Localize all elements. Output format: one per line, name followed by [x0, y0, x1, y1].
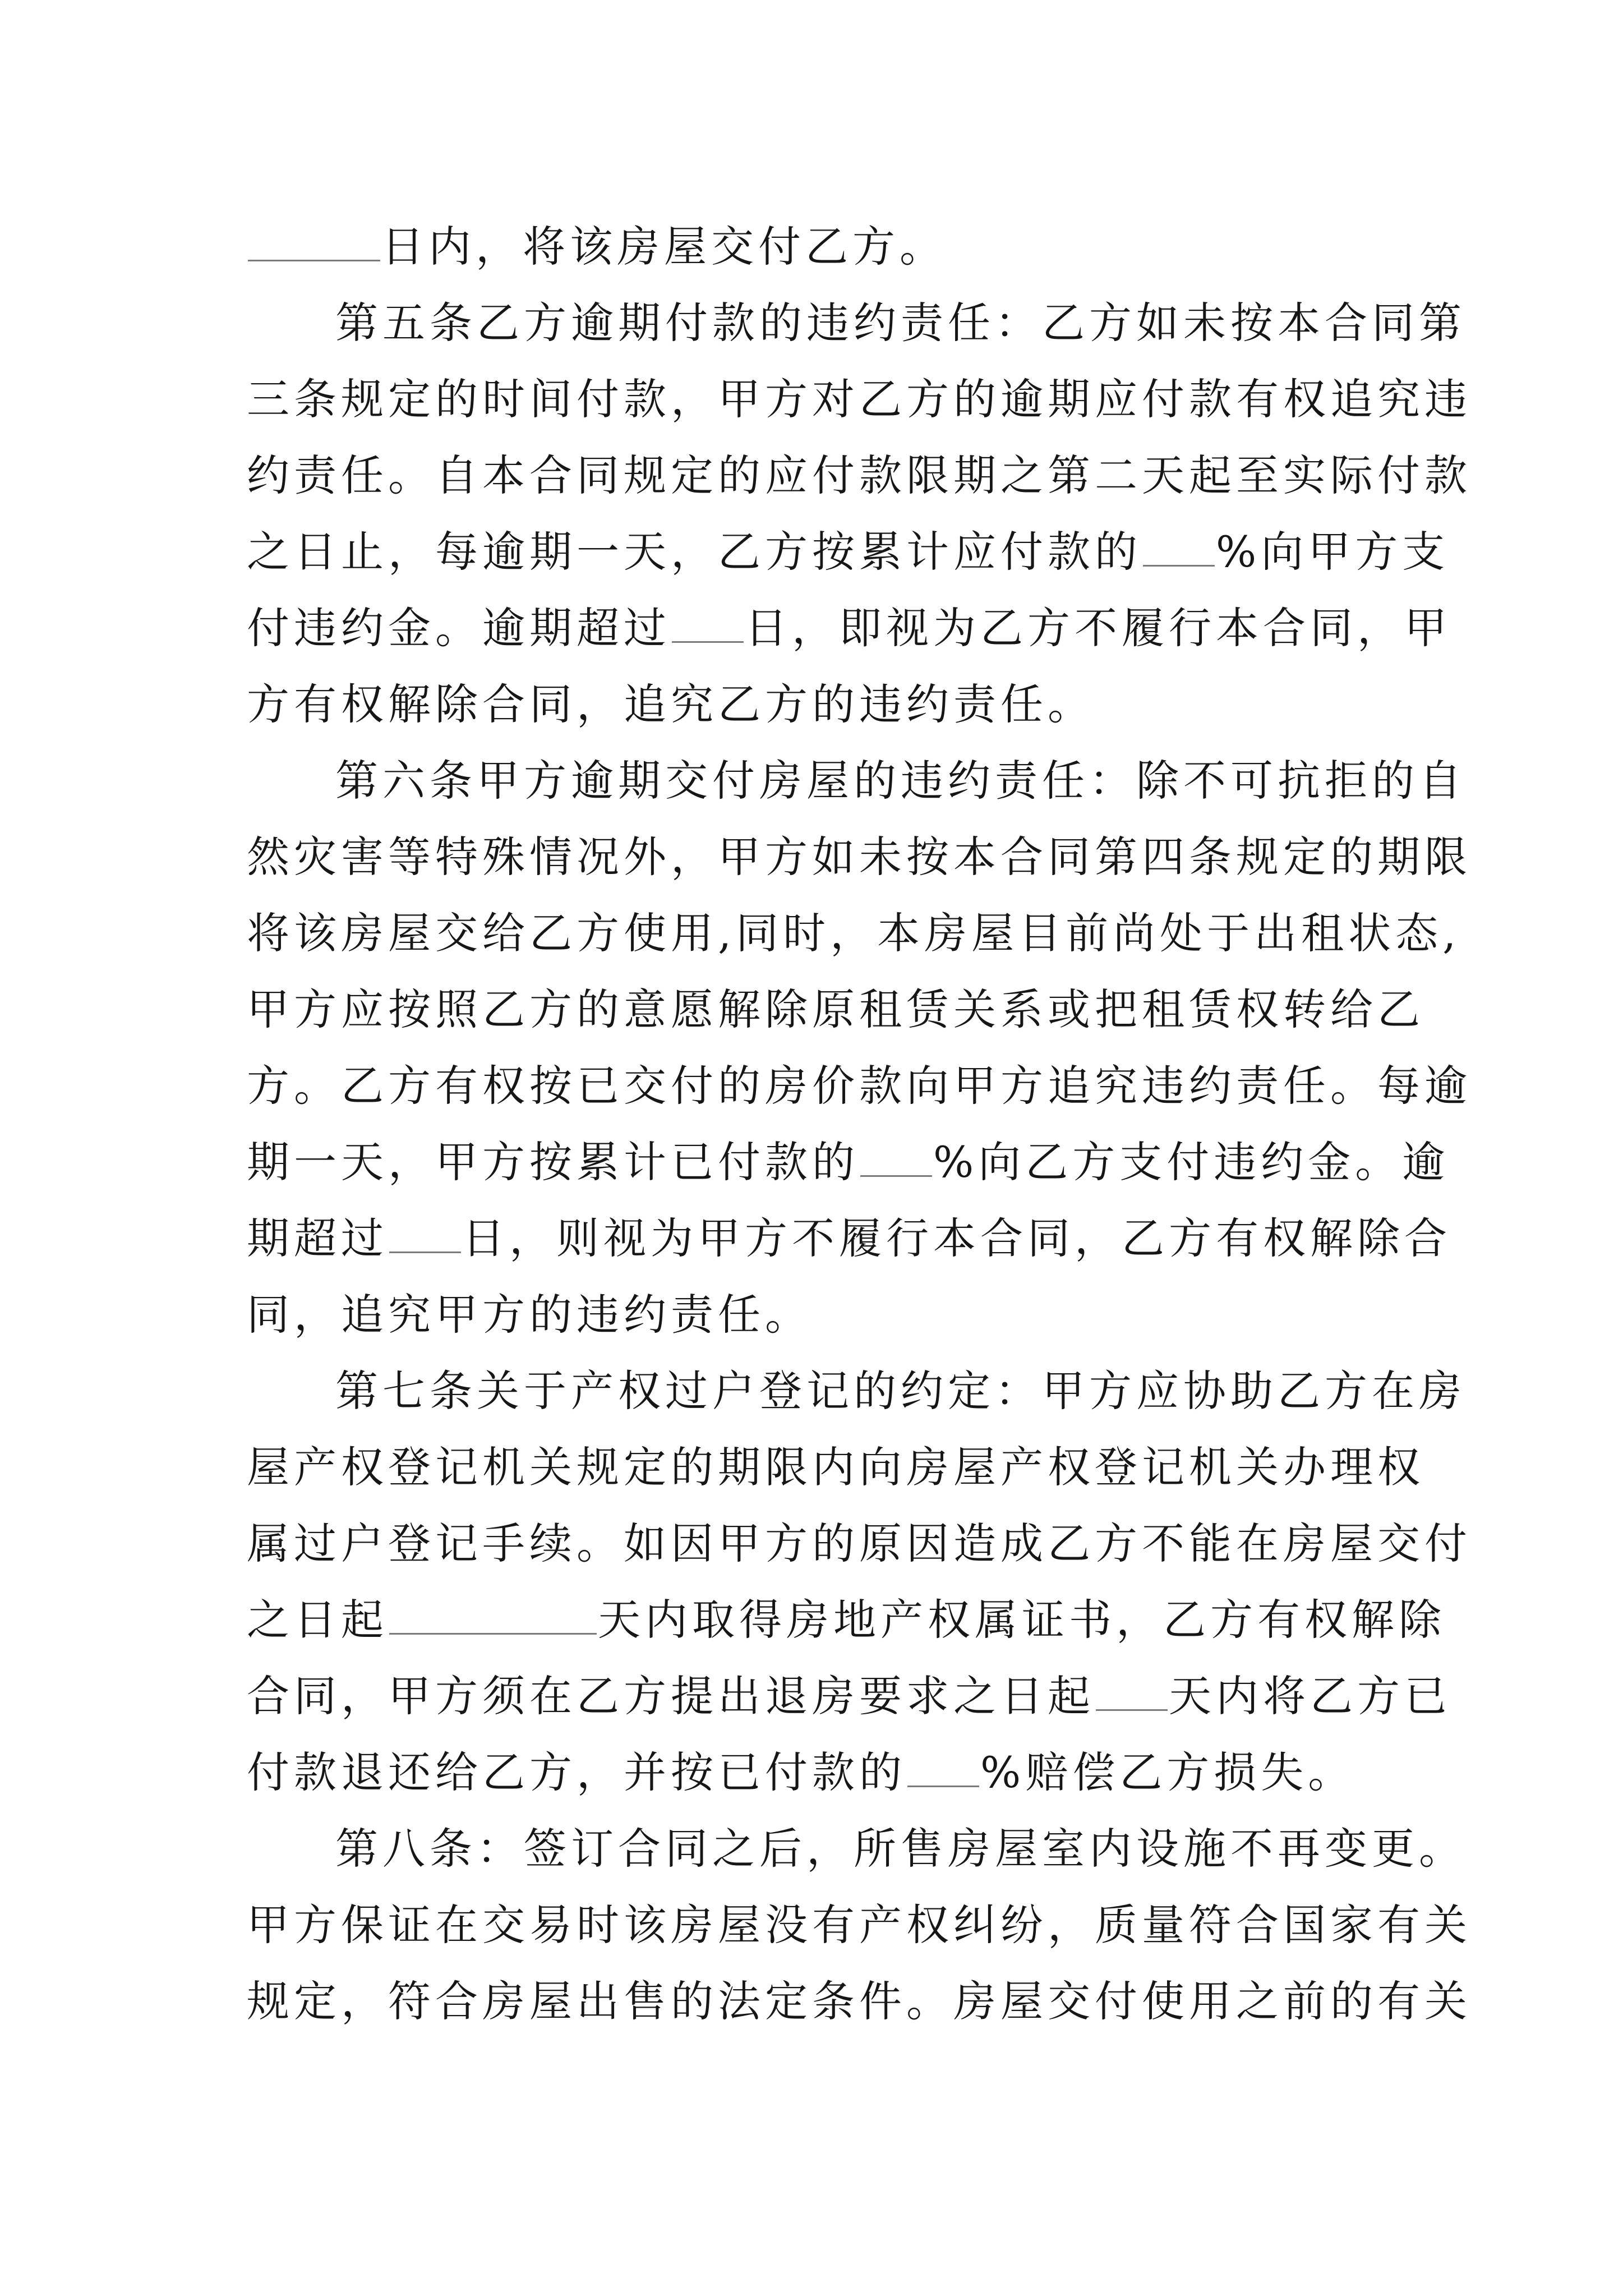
fill-in-blank: [907, 1754, 979, 1787]
line-text-before-blank: 期一天，甲方按累计已付款的: [247, 1137, 859, 1187]
line-text: 然灾害等特殊情况外，甲方如未按本合同第四条规定的期限: [247, 832, 1472, 882]
contract-text-body: [247, 209, 1472, 2040]
line-text-before-blank: 合同，甲方须在乙方提出退房要求之日起: [247, 1671, 1095, 1721]
line-text: 方。乙方有权按已交付的房价款向甲方追究违约责任。每逾: [247, 1061, 1472, 1111]
line-text: 屋产权登记机关规定的期限内向房屋产权登记机关办理权: [247, 1442, 1424, 1492]
text-line: [247, 666, 1396, 743]
fill-in-blank: [672, 610, 744, 643]
line-text: %向乙方支付违约金。逾: [933, 1137, 1450, 1187]
line-text: 天内取得房地产权属证书，乙方有权解除: [598, 1595, 1446, 1645]
text-line: [247, 209, 1396, 285]
fill-in-blank: [1143, 533, 1215, 567]
line-text: %向甲方支: [1216, 527, 1450, 577]
text-line: [247, 972, 1424, 1048]
text-line: [247, 895, 1461, 972]
line-text: %赔偿乙方损失。: [980, 1747, 1355, 1797]
line-text-before-blank: 期超过: [247, 1213, 388, 1263]
line-text: 第六条甲方逾期交付房屋的违约责任：除不可抗拒的自: [335, 756, 1466, 806]
line-text: 第八条：签订合同之后，所售房屋室内设施不再变更。: [335, 1824, 1466, 1874]
text-line: [247, 1963, 1472, 2040]
paragraph-first-line: [247, 285, 1466, 361]
text-line: [247, 1429, 1424, 1506]
line-text: 日内，将该房屋交付乙方。: [381, 222, 947, 272]
line-text: 约责任。自本合同规定的应付款限期之第二天起至实际付款: [247, 450, 1472, 500]
line-text: 三条规定的时间付款，甲方对乙方的逾期应付款有权追究违: [247, 374, 1472, 424]
paragraph-first-line: [247, 1811, 1466, 1887]
line-text: 日，即视为乙方不履行本合同，甲: [745, 603, 1451, 653]
fill-in-blank: [389, 1602, 597, 1635]
line-text: 甲方保证在交易时该房屋没有产权纠纷，质量符合国家有关: [247, 1900, 1472, 1950]
paragraph-first-line: [247, 743, 1466, 819]
text-line: [247, 1734, 1396, 1811]
paragraph-first-line: [247, 1353, 1466, 1429]
line-text-before-blank: 之日止，每逾期一天，乙方按累计应付款的: [247, 527, 1142, 577]
line-text: 方有权解除合同，追究乙方的违约责任。: [247, 679, 1095, 729]
text-line: [247, 1277, 1396, 1353]
line-text: 日，则视为甲方不履行本合同，乙方有权解除合: [462, 1213, 1451, 1263]
line-text: 将该房屋交给乙方使用,同时，本房屋目前尚处于出租状态,: [247, 908, 1461, 958]
text-line: [247, 1048, 1472, 1124]
line-text: 同，追究甲方的违约责任。: [247, 1290, 812, 1340]
text-line: [247, 514, 1450, 590]
line-text: 第五条乙方逾期付款的违约责任：乙方如未按本合同第: [335, 298, 1466, 348]
fill-in-blank: [389, 1220, 461, 1253]
fill-in-blank: [248, 228, 380, 261]
text-line: [247, 1506, 1472, 1582]
line-text-before-blank: 付款退还给乙方，并按已付款的: [247, 1747, 906, 1797]
text-line: [247, 590, 1451, 666]
line-text-before-blank: 之日起: [247, 1595, 388, 1645]
text-line: [247, 438, 1472, 514]
text-line: [247, 1582, 1446, 1658]
text-line: [247, 819, 1472, 895]
line-text: 规定，符合房屋出售的法定条件。房屋交付使用之前的有关: [247, 1976, 1472, 2026]
text-line: [247, 1658, 1451, 1734]
line-text: 甲方应按照乙方的意愿解除原租赁关系或把租赁权转给乙: [247, 984, 1424, 1034]
fill-in-blank: [860, 1144, 932, 1177]
line-text: 第七条关于产权过户登记的约定：甲方应协助乙方在房: [335, 1366, 1466, 1416]
line-text: 天内将乙方已: [1169, 1671, 1451, 1721]
line-text-before-blank: 付违约金。逾期超过: [247, 603, 671, 653]
line-text: 属过户登记手续。如因甲方的原因造成乙方不能在房屋交付: [247, 1519, 1472, 1568]
text-line: [247, 1124, 1450, 1200]
fill-in-blank: [1096, 1678, 1168, 1711]
text-line: [247, 361, 1472, 438]
text-line: [247, 1200, 1451, 1277]
text-line: [247, 1887, 1472, 1963]
